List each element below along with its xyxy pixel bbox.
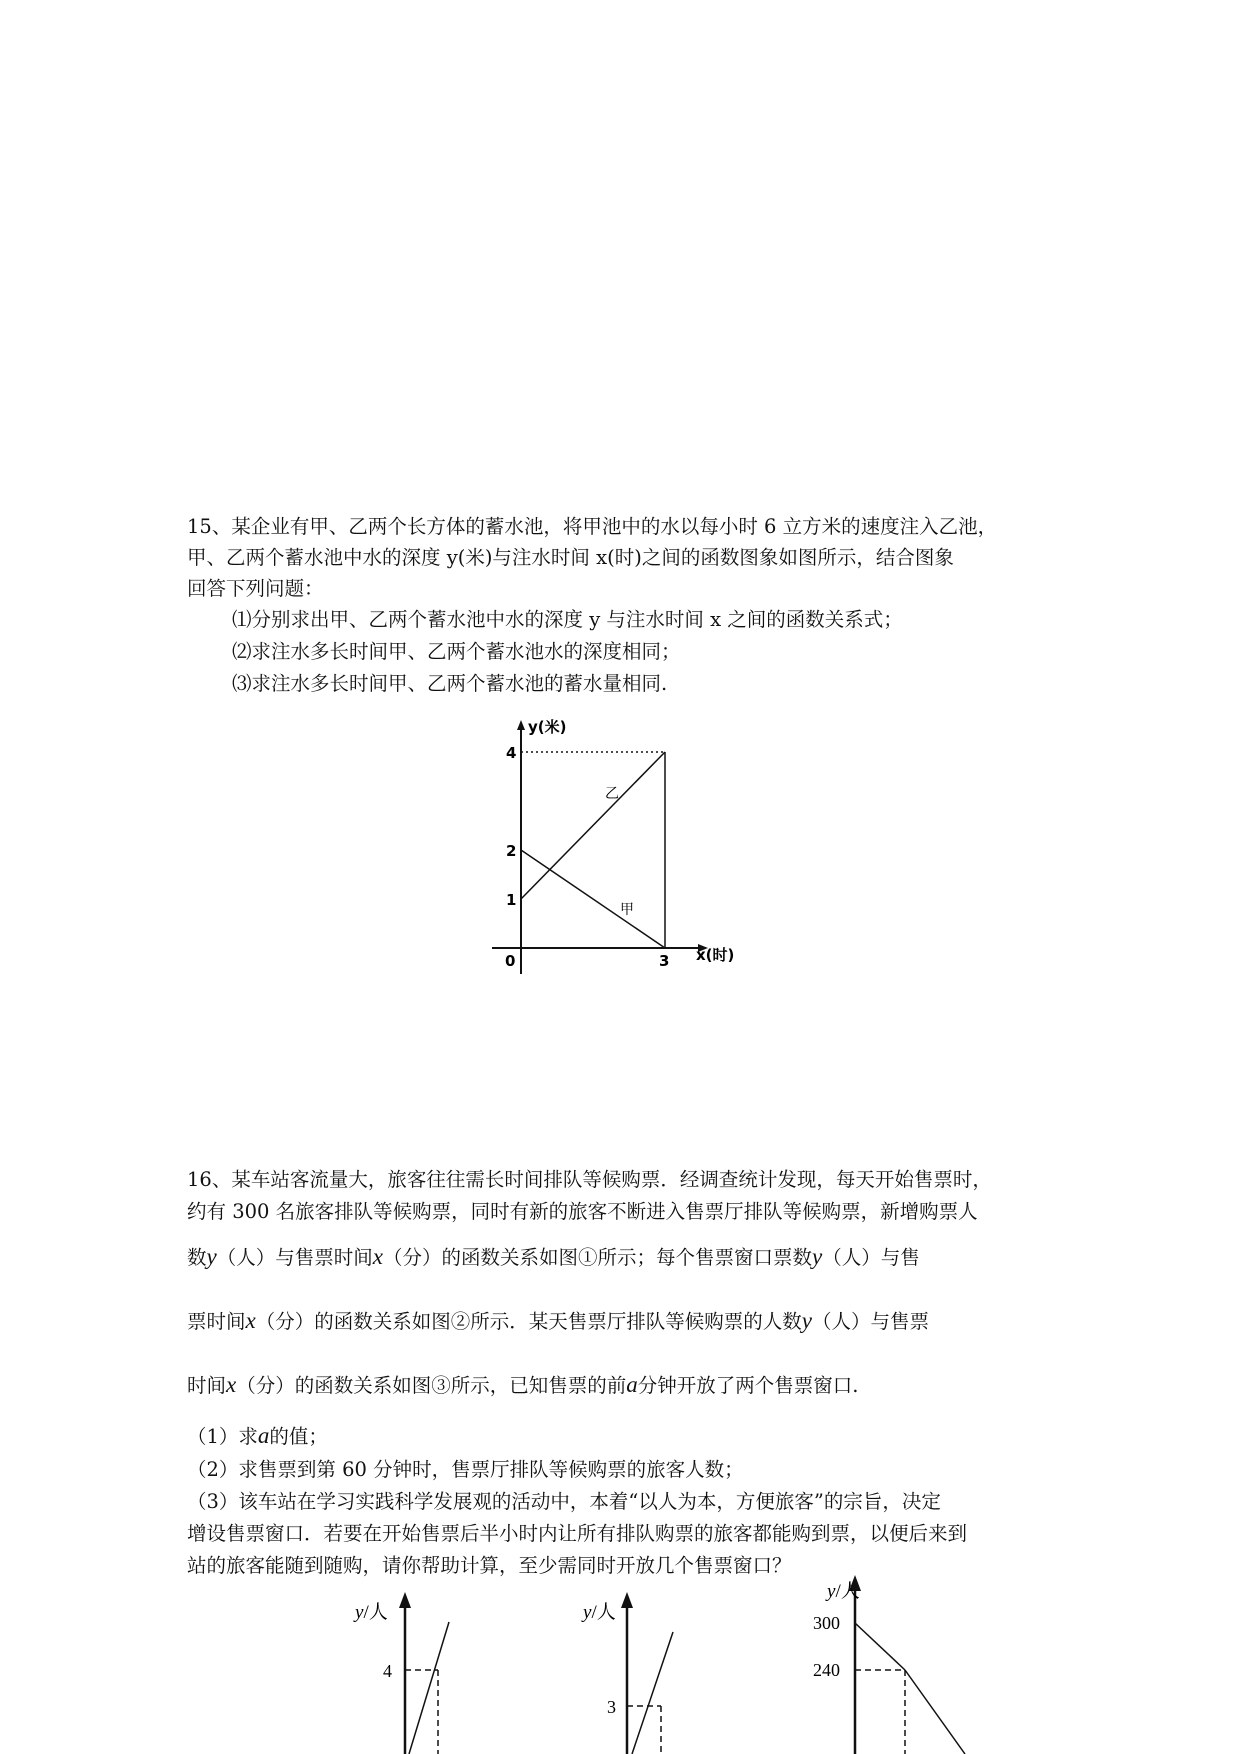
q15-line-jia bbox=[521, 850, 665, 948]
graph3-line-seg-2 bbox=[905, 1670, 965, 1754]
q15-y-tick-4: 4 bbox=[506, 744, 517, 762]
graph1-line bbox=[409, 1622, 449, 1754]
q15-stem-line-2: 甲、乙两个蓄水池中水的深度 y(米)与注水时间 x(时)之间的函数图象如图所示，结合图象 bbox=[187, 546, 954, 569]
question-15 bbox=[187, 511, 1053, 700]
q15-x-tick-3: 3 bbox=[659, 952, 670, 970]
q15-part-2: ⑵求注水多长时间甲、乙两个蓄水池水的深度相同； bbox=[232, 640, 681, 663]
q16-line-5: 时间x（分）的函数关系如图③所示，已知售票的前a分钟开放了两个售票窗口. bbox=[187, 1372, 859, 1397]
q15-y-tick-1: 1 bbox=[506, 891, 517, 909]
q16-graph-1 bbox=[345, 1590, 465, 1754]
q16-line-4: 票时间x（分）的函数关系如图②所示．某天售票厅排队等候购票的人数y（人）与售票 bbox=[187, 1308, 929, 1333]
q15-stem-line-3: 回答下列问题： bbox=[187, 577, 324, 600]
q15-graph bbox=[480, 718, 750, 983]
graph3-tick-240: 240 bbox=[813, 1660, 840, 1680]
q15-part-1: ⑴分别求出甲、乙两个蓄水池中水的深度 y 与注水时间 x 之间的函数关系式； bbox=[232, 608, 903, 631]
q15-line-yi bbox=[521, 752, 665, 899]
graph1-y-arrow bbox=[399, 1592, 411, 1608]
graph3-tick-300: 300 bbox=[813, 1613, 840, 1633]
q16-graph-3 bbox=[795, 1575, 995, 1754]
q15-y-axis-label: y(米) bbox=[528, 718, 567, 736]
q15-y-tick-2: 2 bbox=[506, 842, 517, 860]
q16-part-3-line-1: （3）该车站在学习实践科学发展观的活动中，本着“以人为本，方便旅客”的宗旨，决定 bbox=[187, 1490, 941, 1513]
q16-part-3-line-3: 站的旅客能随到随购，请你帮助计算，至少需同时开放几个售票窗口？ bbox=[187, 1554, 792, 1577]
q16-line-3: 数y（人）与售票时间x（分）的函数关系如图①所示；每个售票窗口票数y（人）与售 bbox=[187, 1244, 920, 1269]
q15-origin-label: 0 bbox=[505, 952, 516, 970]
q16-part-1: （1）求a的值； bbox=[187, 1423, 328, 1448]
q16-graph-2 bbox=[570, 1590, 690, 1754]
graph2-line bbox=[632, 1632, 673, 1754]
q15-label-jia: 甲 bbox=[620, 902, 634, 918]
graph1-y-label: y/人 bbox=[355, 1602, 388, 1623]
graph2-y-arrow bbox=[621, 1592, 633, 1608]
q16-part-2: （2）求售票到第 60 分钟时，售票厅排队等候购票的旅客人数； bbox=[187, 1458, 744, 1481]
graph2-tick-3: 3 bbox=[607, 1697, 616, 1717]
q15-x-axis-label: x(时) bbox=[696, 946, 735, 964]
q15-y-arrow bbox=[517, 720, 525, 730]
q15-stem-line-1: 15、某企业有甲、乙两个长方体的蓄水池，将甲池中的水以每小时 6 立方米的速度注入乙池， bbox=[187, 515, 998, 538]
q15-label-yi: 乙 bbox=[605, 786, 619, 802]
graph3-line-seg-1 bbox=[855, 1623, 905, 1670]
q15-part-3: ⑶求注水多长时间甲、乙两个蓄水池的蓄水量相同. bbox=[232, 672, 668, 695]
graph3-y-label: y/人 bbox=[827, 1581, 860, 1602]
q16-line-2: 约有 300 名旅客排队等候购票，同时有新的旅客不断进入售票厅排队等候购票，新增购票人 bbox=[187, 1200, 978, 1223]
question-16 bbox=[187, 1164, 1053, 1577]
q16-part-3-line-2: 增设售票窗口．若要在开始售票后半小时内让所有排队购票的旅客都能购到票，以便后来到 bbox=[187, 1522, 968, 1545]
q16-line-1: 16、某车站客流量大，旅客往往需长时间排队等候购票．经调查统计发现，每天开始售票时， bbox=[187, 1168, 992, 1191]
graph1-tick-4: 4 bbox=[383, 1661, 392, 1681]
graph2-y-label: y/人 bbox=[583, 1602, 616, 1623]
